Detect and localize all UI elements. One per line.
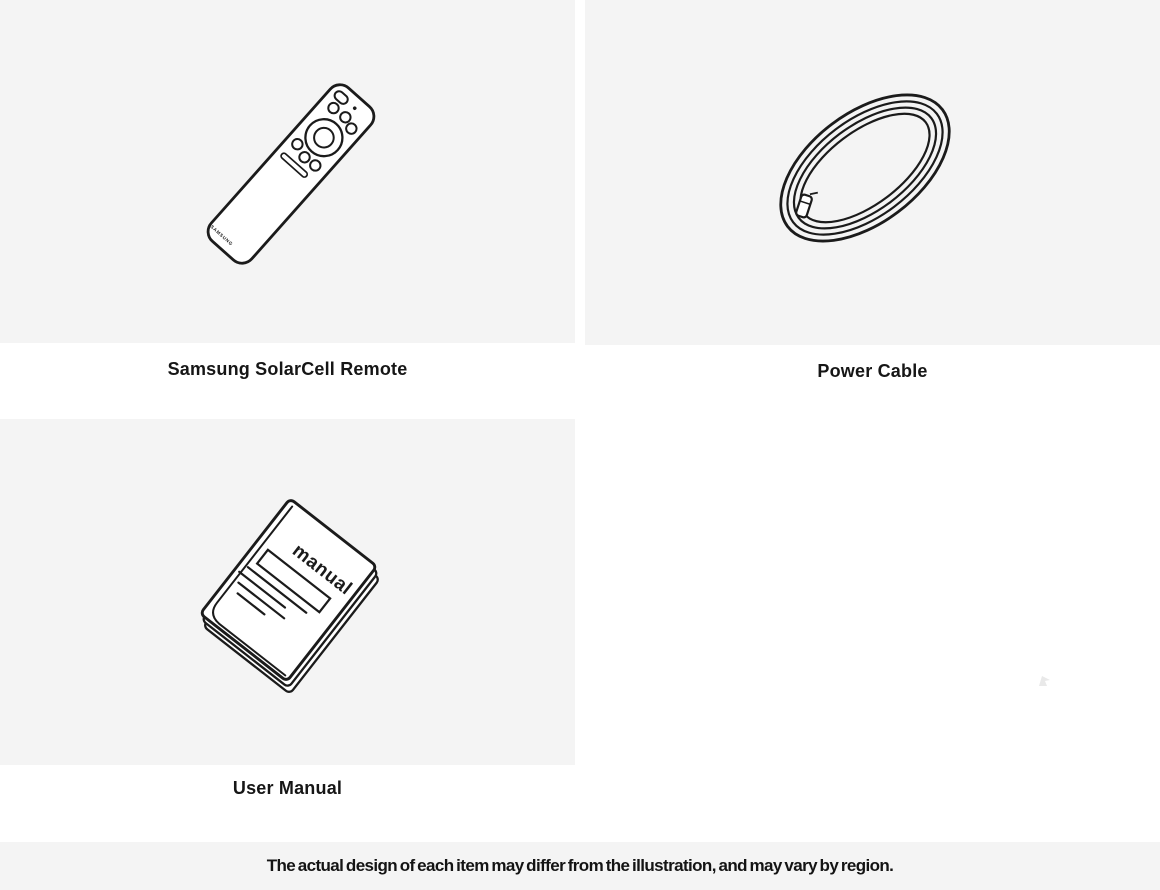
caption-user-manual: User Manual	[232, 778, 343, 798]
footer-note-text: The actual design of each item may differ from the illustration, and may vary by region.	[266, 856, 894, 875]
cable-coil-loop	[773, 84, 957, 252]
caption-power-cable: Power Cable	[817, 361, 928, 381]
remote-illustration	[0, 0, 575, 343]
faint-cursor-artifact	[1038, 675, 1052, 688]
remote-brand-label: SAMSUNG	[209, 224, 234, 247]
power-cable-illustration	[585, 0, 1160, 345]
cable-plug	[795, 188, 817, 219]
caption-remote: Samsung SolarCell Remote	[167, 359, 408, 379]
panel-remote	[0, 0, 575, 343]
panel-user-manual	[0, 419, 575, 765]
footer-note-bar	[0, 842, 1160, 890]
user-manual-illustration	[0, 419, 575, 765]
manual-cover-title: manual	[288, 540, 356, 600]
panel-power-cable	[585, 0, 1160, 345]
cable-coil-loop	[754, 66, 975, 271]
